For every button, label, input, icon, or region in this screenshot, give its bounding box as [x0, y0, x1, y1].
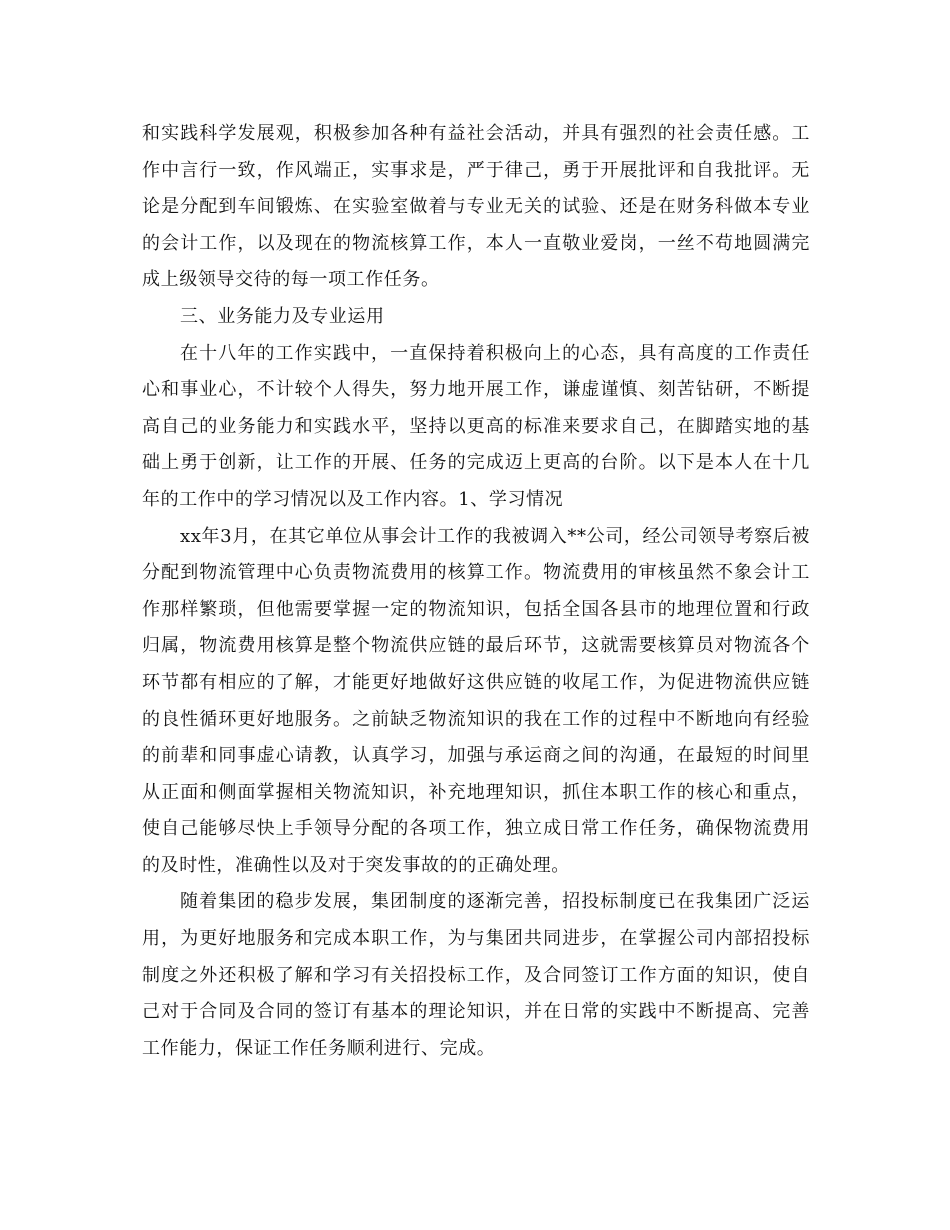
section-heading: 三、业务能力及专业运用 — [180, 305, 385, 327]
paragraph-continued: 和实践科学发展观，积极参加各种有益社会活动，并具有强烈的社会责任感。工作中言行一致，作风端正，实事求是，严于律己，勇于开展批评和自我批评。无论是分配到车间锻炼、在实验室做着与专业无关的试验、还是在财务科做本专业的会计工作，以及现在的物流核算工作，本人一直敬业爱岗，一丝不苟地圆满完成上级领导交待的每一项工作任务。 — [142, 123, 810, 291]
paragraph-bidding-contracts: 随着集团的稳步发展，集团制度的逐渐完善，招投标制度已在我集团广泛运用，为更好地服务和完成本职工作，为与集团共同进步，在掌握公司内部招投标制度之外还积极了解和学习有关招投标工作，及合同签订工作方面的知识，使自己对于合同及合同的签订有基本的理论知识，并在日常的实践中不断提高、完善工作能力，保证工作任务顺利进行、完成。 — [142, 891, 810, 1059]
paragraph-logistics-accounting: xx年3月，在其它单位从事会计工作的我被调入**公司，经公司领导考察后被分配到物流管理中心负责物流费用的核算工作。物流费用的审核虽然不象会计工作那样繁琐，但他需要掌握一定的物流知识，包括全国各县市的地理位置和行政归属，物流费用核算是整个物流供应链的最后环节，这就需要核算员对物流各个环节都有相应的了解，才能更好地做好这供应链的收尾工作，为促进物流供应链的良性循环更好地服务。之前缺乏物流知识的我在工作的过程中不断地向有经验的前辈和同事虚心请教，认真学习，加强与承运商之间的沟通，在最短的时间里从正面和侧面掌握相关物流知识，补充地理知识，抓住本职工作的核心和重点，使自己能够尽快上手领导分配的各项工作，独立成日常工作任务，确保物流费用的及时性，准确性以及对于突发事故的的正确处理。 — [142, 525, 810, 876]
paragraph-work-practice: 在十八年的工作实践中，一直保持着积极向上的心态，具有高度的工作责任心和事业心，不计较个人得失，努力地开展工作，谦虚谨慎、刻苦钻研，不断提高自己的业务能力和实践水平，坚持以更高的标准来要求自己，在脚踏实地的基础上勇于创新，让工作的开展、任务的完成迈上更高的台阶。以下是本人在十几年的工作中的学习情况以及工作内容。1、学习情况 — [142, 342, 810, 510]
document-body — [142, 116, 810, 1067]
